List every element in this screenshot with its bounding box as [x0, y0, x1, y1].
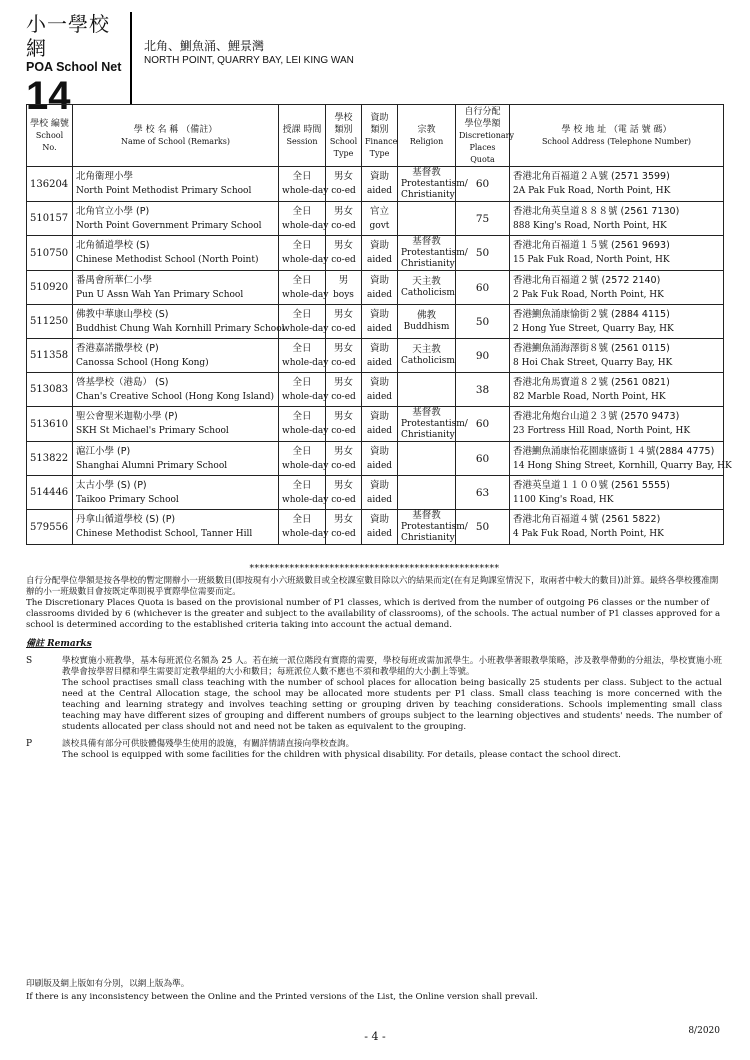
session-en: whole-day: [282, 460, 329, 471]
finance-type-zh: 資助: [369, 274, 389, 286]
school-type-zh: 男女: [333, 342, 353, 354]
school-address-cell: [510, 510, 724, 545]
religion-en: Buddhism: [403, 322, 450, 332]
session-en: whole-day: [282, 529, 329, 539]
document-date: 8/2020: [688, 1026, 720, 1036]
school-address-en: 14 Hong Shing Street, Kornhill, Quarry Bay, HK: [513, 460, 732, 471]
remark-text-zh: 該校具備有部分可供肢體傷殘學生使用的設施，有關詳情請直接向學校查詢。: [62, 739, 355, 749]
school-number: 513822: [27, 442, 73, 476]
table-row: [27, 407, 724, 442]
session-en: whole-day: [282, 391, 329, 402]
school-address-zh: 香港北角英皇道８８８號 (2561 7130): [513, 205, 680, 217]
school-net-title-en: POA School Net: [26, 60, 122, 74]
religion-en: Protestantism/ Christianity: [401, 522, 468, 543]
finance-type-cell: [362, 271, 398, 305]
district-block: [144, 38, 354, 67]
session-en: whole-day: [282, 426, 329, 436]
school-address-zh: 香港北角百福道１５號 (2561 9693): [513, 240, 670, 251]
finance-type-cell: [362, 202, 398, 236]
session-zh: 全日: [292, 514, 312, 525]
school-name-zh: 聖公會聖米迦勒小學 (P): [76, 411, 178, 422]
school-name-en: North Point Methodist Primary School: [76, 186, 252, 196]
religion-cell: [398, 510, 468, 545]
column-header: [398, 105, 456, 167]
column-header: [362, 105, 398, 167]
column-header-en: Discretionary Places Quota: [459, 130, 514, 164]
school-number: 513083: [27, 373, 73, 407]
separator-stars: **************************************************: [249, 564, 500, 574]
school-name-en: SKH St Michael's Primary School: [76, 426, 229, 436]
school-net-number: 14: [26, 74, 71, 118]
school-number: 510157: [27, 202, 73, 236]
school-number: 579556: [27, 510, 73, 545]
remark-s: [26, 656, 722, 733]
school-name-cell: [73, 167, 279, 202]
religion-en: Protestantism/ Christianity: [401, 248, 468, 269]
session-en: whole-day: [282, 220, 329, 231]
school-name-cell: [73, 236, 279, 271]
school-type-cell: [326, 373, 362, 407]
column-header-en: Name of School (Remarks): [121, 136, 230, 146]
school-type-en: co-ed: [331, 460, 356, 471]
session-zh: 全日: [292, 274, 312, 286]
school-name-cell: [73, 202, 279, 236]
column-header: [510, 105, 724, 167]
religion-cell: [398, 167, 468, 202]
religion-zh: 天主教: [412, 276, 441, 287]
school-address-zh: 香港北角炮台山道２３號 (2570 9473): [513, 411, 680, 422]
quota-note-zh: 自行分配學位學額是按各學校的暫定開辦小一班級數目(即按現有小六班級數目或全校課室數目除以六的結果而定(在有足夠課室情況下，取兩者中較大的數目))計算。最終各學校獲准開辦的小一班級數目會按既定準則視乎實際學位需要而定。: [26, 576, 719, 597]
district-name-zh: 北角、鰂魚涌、鯉景灣: [144, 39, 265, 53]
religion-zh: 佛教: [416, 310, 436, 321]
school-type-cell: [326, 476, 362, 510]
column-header-zh: 宗教: [417, 124, 436, 135]
school-name-en: Chinese Methodist School (North Point): [76, 255, 259, 265]
finance-type-en: aided: [366, 255, 393, 265]
school-name-zh: 番禺會所華仁小學: [76, 274, 153, 286]
column-header-en: Religion: [409, 136, 444, 146]
school-number: 510750: [27, 236, 73, 271]
session-cell: [279, 167, 329, 202]
table-row: [27, 305, 724, 339]
finance-type-zh: 官立: [369, 205, 389, 217]
school-address-en: 888 King's Road, North Point, HK: [513, 220, 667, 231]
religion-zh: 基督教: [412, 167, 441, 178]
finance-type-en: aided: [366, 460, 393, 471]
school-address-cell: [510, 339, 724, 373]
religion-zh: 基督教: [412, 236, 441, 247]
session-cell: [279, 442, 329, 476]
discretionary-quota: 60: [456, 442, 510, 476]
session-cell: [279, 476, 329, 510]
finance-type-en: aided: [366, 529, 393, 539]
column-header-zh: 授課 時間: [282, 124, 322, 135]
column-header-en: Finance Type: [365, 136, 398, 158]
school-name-en: Chinese Methodist School, Tanner Hill: [76, 529, 253, 539]
column-header: [27, 105, 73, 167]
school-type-zh: 男女: [333, 205, 353, 217]
finance-type-cell: [362, 305, 398, 339]
finance-type-cell: [362, 510, 398, 545]
session-cell: [279, 373, 329, 407]
session-en: whole-day: [282, 323, 329, 334]
session-en: whole-day: [282, 255, 329, 265]
school-number: 136204: [27, 167, 73, 202]
column-header: [73, 105, 279, 167]
finance-type-zh: 資助: [369, 342, 389, 354]
school-name-zh: 北角循道學校 (S): [76, 240, 150, 251]
school-name-en: Canossa School (Hong Kong): [76, 357, 209, 368]
column-header: [456, 105, 514, 167]
school-type-en: co-ed: [331, 323, 356, 334]
school-type-en: co-ed: [331, 426, 356, 436]
table-body: [27, 167, 732, 545]
school-type-en: co-ed: [331, 529, 356, 539]
column-header: [326, 105, 362, 167]
school-name-en: Chan's Creative School (Hong Kong Island): [76, 391, 275, 402]
column-header: [279, 105, 326, 167]
school-name-zh: 北角官立小學 (P): [76, 205, 150, 217]
school-address-en: 2 Hong Yue Street, Quarry Bay, HK: [513, 323, 674, 334]
school-address-en: 4 Pak Fuk Road, North Point, HK: [513, 529, 664, 539]
footer-note-zh: 印刷版及網上版如有分別，以網上版為準。: [26, 979, 190, 989]
finance-type-en: aided: [366, 391, 393, 402]
session-en: whole-day: [282, 186, 329, 196]
school-type-cell: [326, 202, 362, 236]
school-address-cell: [510, 373, 724, 407]
discretionary-quota: 50: [456, 236, 510, 271]
school-type-zh: 男: [338, 274, 349, 286]
school-type-cell: [326, 442, 362, 476]
school-type-cell: [326, 407, 362, 442]
religion-en: Protestantism/ Christianity: [401, 419, 468, 440]
school-address-cell: [510, 476, 724, 510]
religion-zh: 基督教: [412, 407, 441, 418]
religion-zh: 天主教: [412, 344, 441, 355]
school-name-cell: [73, 339, 279, 373]
discretionary-quota: 90: [456, 339, 510, 373]
discretionary-quota: 60: [456, 271, 510, 305]
school-list-table: [26, 104, 732, 545]
session-en: whole-day: [282, 357, 329, 368]
session-zh: 全日: [292, 445, 312, 457]
school-address-en: 15 Pak Fuk Road, North Point, HK: [513, 255, 670, 265]
column-header-en: Session: [286, 136, 318, 146]
religion-en: Catholicism: [401, 356, 455, 366]
table-row: [27, 476, 724, 510]
finance-type-zh: 資助: [369, 376, 389, 388]
table-header-row: [27, 105, 724, 167]
finance-type-zh: 資助: [369, 171, 389, 182]
finance-type-cell: [362, 339, 398, 373]
footer-note-en: If there is any inconsistency between the Online and the Printed versions of the List, the Online version shall prevail.: [26, 992, 538, 1002]
remarks-title: 備註 Remarks: [26, 639, 92, 649]
remark-code: S: [26, 656, 33, 666]
finance-type-cell: [362, 373, 398, 407]
session-cell: [279, 202, 329, 236]
school-name-zh: 丹拿山循道學校 (S) (P): [76, 514, 176, 525]
discretionary-quota: 60: [456, 407, 510, 442]
column-header-zh: 學 校 地 址 （電 話 號 碼）: [561, 124, 672, 135]
finance-type-cell: [362, 476, 398, 510]
school-type-cell: [326, 510, 362, 545]
session-cell: [279, 236, 329, 271]
remark-text-en: The school practises small class teaching with the number of school places for allocation being basically 25 students per class. Subject to the actual need at the Central Allocation stage, the school may be allocated more students per P1 class. Small class teaching is more concerned with the teaching and learning strategy and involves teaching setting or grouping driven by teaching considerations. Schools implementing small class teaching may have different sizes of grouping and different numbers of groups subject to the learning objectives and students' needs. The number of students allocated per class should not and need not be taken as equivalent to the grouping.: [62, 678, 722, 732]
school-address-zh: 香港北角百福道２號 (2572 2140): [513, 274, 661, 286]
school-address-en: 82 Marble Road, North Point, HK: [513, 391, 666, 402]
school-name-zh: 香港嘉諾撒學校 (P): [76, 342, 159, 354]
finance-type-en: govt: [369, 220, 390, 231]
page-number: - 4 -: [364, 1030, 386, 1043]
school-address-en: 23 Fortress Hill Road, North Point, HK: [513, 426, 691, 436]
session-zh: 全日: [292, 240, 312, 251]
column-header-zh: 學 校 名 稱 （備註）: [133, 124, 218, 135]
religion-cell: [398, 271, 456, 305]
column-header-zh: 自行分配 學位學額: [464, 106, 501, 129]
session-zh: 全日: [292, 376, 312, 388]
school-address-cell: [510, 271, 724, 305]
school-name-en: Taikoo Primary School: [76, 494, 179, 505]
notes-section: [26, 576, 722, 761]
school-type-zh: 男女: [333, 376, 353, 388]
school-name-cell: [73, 407, 279, 442]
finance-type-cell: [362, 236, 398, 271]
table-row: [27, 271, 724, 305]
school-address-zh: 香港英皇道１１００號 (2561 5555): [513, 479, 670, 491]
table-row: [27, 167, 724, 202]
school-name-cell: [73, 271, 279, 305]
school-name-zh: 北角衞理小學: [76, 171, 134, 182]
session-en: whole-day: [282, 289, 329, 300]
school-type-cell: [326, 236, 362, 271]
discretionary-quota: 60: [456, 167, 510, 202]
school-address-cell: [510, 236, 724, 271]
religion-cell: [398, 476, 456, 510]
remark-p: [26, 739, 722, 761]
school-type-en: co-ed: [331, 494, 356, 505]
religion-cell: [398, 339, 456, 373]
religion-zh: 基督教: [412, 510, 441, 521]
finance-type-en: aided: [366, 426, 393, 436]
finance-type-cell: [362, 407, 398, 442]
school-address-cell: [510, 202, 724, 236]
finance-type-zh: 資助: [369, 479, 389, 491]
school-name-cell: [73, 305, 285, 339]
session-cell: [279, 271, 329, 305]
session-cell: [279, 407, 329, 442]
school-type-en: co-ed: [331, 186, 356, 196]
school-type-zh: 男女: [333, 171, 353, 182]
finance-type-zh: 資助: [369, 445, 389, 457]
school-name-cell: [73, 442, 279, 476]
school-net-title-zh: 小一學校網: [26, 12, 110, 60]
school-number: 511250: [27, 305, 73, 339]
finance-type-en: aided: [366, 357, 393, 368]
finance-type-zh: 資助: [369, 308, 389, 320]
column-header-en: School No.: [35, 130, 64, 152]
school-address-en: 2 Pak Fuk Road, North Point, HK: [513, 289, 664, 300]
school-type-en: co-ed: [331, 391, 356, 402]
finance-type-en: aided: [366, 323, 393, 334]
finance-type-zh: 資助: [369, 514, 389, 525]
session-zh: 全日: [292, 342, 312, 354]
table-row: [27, 339, 724, 373]
district-name-en: NORTH POINT, QUARRY BAY, LEI KING WAN: [144, 55, 354, 66]
religion-cell: [398, 442, 456, 476]
school-type-zh: 男女: [333, 479, 353, 491]
school-name-zh: 滬江小學 (P): [76, 445, 131, 457]
school-name-en: Shanghai Alumni Primary School: [76, 460, 228, 471]
school-name-cell: [73, 476, 279, 510]
remark-text-en: The school is equipped with some facilities for the children with physical disability. For details, please contact the school direct.: [62, 750, 621, 760]
school-address-zh: 香港北角百福道２Ａ號 (2571 3599): [513, 171, 670, 182]
session-cell: [279, 339, 329, 373]
school-address-zh: 香港鰂魚涌海澤街８號 (2561 0115): [513, 342, 670, 354]
session-zh: 全日: [292, 205, 312, 217]
school-type-en: co-ed: [331, 220, 356, 231]
religion-en: Protestantism/ Christianity: [401, 179, 468, 200]
religion-cell: [398, 202, 456, 236]
school-number: 511358: [27, 339, 73, 373]
school-address-cell: [510, 305, 724, 339]
remark-text-zh: 學校實施小班教學，基本每班派位名額為 25 人。若在統一派位階段有實際的需要，學校每班或需加派學生。小班教學著眼教學策略，涉及教學帶動的分組法，學校實施小班教學會按學習目標和學生需要訂定教學組的大小和數目；每班派位人數不應也不須和教學組的大小劃上等號。: [62, 656, 722, 677]
religion-cell: [398, 305, 456, 339]
school-address-zh: 香港鰂魚涌康怡花園康盛街１４號(2884 4775): [513, 445, 715, 457]
school-address-en: 2A Pak Fuk Road, North Point, HK: [513, 186, 671, 196]
school-address-en: 8 Hoi Chak Street, Quarry Bay, HK: [513, 357, 673, 368]
session-zh: 全日: [292, 308, 312, 320]
school-number: 513610: [27, 407, 73, 442]
school-address-cell: [510, 407, 724, 442]
finance-type-zh: 資助: [369, 240, 389, 251]
school-type-en: co-ed: [331, 357, 356, 368]
religion-cell: [398, 373, 456, 407]
religion-cell: [398, 407, 468, 442]
column-header-en: School Type: [329, 136, 358, 158]
school-type-cell: [326, 305, 362, 339]
school-address-en: 1100 King's Road, HK: [513, 494, 614, 505]
school-name-en: Pun U Assn Wah Yan Primary School: [76, 289, 244, 300]
session-zh: 全日: [292, 171, 312, 182]
table-row: [27, 442, 724, 476]
discretionary-quota: 75: [456, 202, 510, 236]
school-name-zh: 太古小學 (S) (P): [76, 479, 147, 491]
column-header-zh: 資助 類別: [370, 112, 389, 135]
discretionary-quota: 50: [456, 305, 510, 339]
school-type-zh: 男女: [333, 514, 353, 525]
remark-code: P: [26, 739, 33, 749]
school-type-en: co-ed: [331, 255, 356, 265]
school-name-zh: 啓基學校（港島） (S): [76, 376, 169, 388]
table-row: [27, 236, 724, 271]
session-zh: 全日: [292, 411, 312, 422]
discretionary-quota: 50: [456, 510, 510, 545]
table-row: [27, 373, 724, 407]
session-zh: 全日: [292, 479, 312, 491]
session-cell: [279, 305, 329, 339]
finance-type-cell: [362, 167, 398, 202]
column-header-zh: 學校 編號: [30, 118, 69, 129]
religion-cell: [398, 236, 468, 271]
school-net-block: [26, 12, 132, 118]
quota-note-en: The Discretionary Places Quota is based on the provisional number of P1 classes, which is derived from the number of outgoing P6 classes or the number of classrooms divided by 6 (whichever is the greater and subject to the availability of classrooms), of the schools. The actual number of P1 classes approved for a school is determined according to the established criteria taking into account the actual demand.: [26, 598, 721, 630]
school-number: 514446: [27, 476, 73, 510]
school-name-cell: [73, 510, 279, 545]
school-name-en: North Point Government Primary School: [76, 220, 262, 231]
school-number: 510920: [27, 271, 73, 305]
session-en: whole-day: [282, 494, 329, 505]
school-address-zh: 香港北角百福道４號 (2561 5822): [513, 514, 661, 525]
table-row: [27, 202, 724, 236]
school-address-zh: 香港鰂魚涌康愉街２號 (2884 4115): [513, 308, 670, 320]
session-cell: [279, 510, 329, 545]
school-name-cell: [73, 373, 279, 407]
school-name-en: Buddhist Chung Wah Kornhill Primary School: [76, 323, 285, 334]
religion-en: Catholicism: [401, 288, 455, 298]
school-address-zh: 香港北角馬寶道８２號 (2561 0821): [513, 376, 670, 388]
school-type-zh: 男女: [333, 445, 353, 457]
school-type-cell: [326, 339, 362, 373]
finance-type-cell: [362, 442, 398, 476]
finance-type-en: aided: [366, 494, 393, 505]
school-type-zh: 男女: [333, 411, 353, 422]
school-type-cell: [326, 271, 362, 305]
school-name-zh: 佛教中華康山學校 (S): [76, 308, 169, 320]
table-row: [27, 510, 724, 545]
discretionary-quota: 63: [456, 476, 510, 510]
school-address-cell: [510, 442, 732, 476]
finance-type-en: aided: [366, 289, 393, 300]
footer-note: [26, 978, 722, 1004]
finance-type-zh: 資助: [369, 411, 389, 422]
column-header-en: School Address (Telephone Number): [541, 136, 692, 146]
school-type-en: boys: [333, 289, 354, 300]
finance-type-en: aided: [366, 186, 393, 196]
school-address-cell: [510, 167, 724, 202]
column-header-zh: 學校 類別: [334, 112, 353, 135]
discretionary-quota: 38: [456, 373, 510, 407]
school-type-cell: [326, 167, 362, 202]
school-type-zh: 男女: [333, 240, 353, 251]
school-type-zh: 男女: [333, 308, 353, 320]
